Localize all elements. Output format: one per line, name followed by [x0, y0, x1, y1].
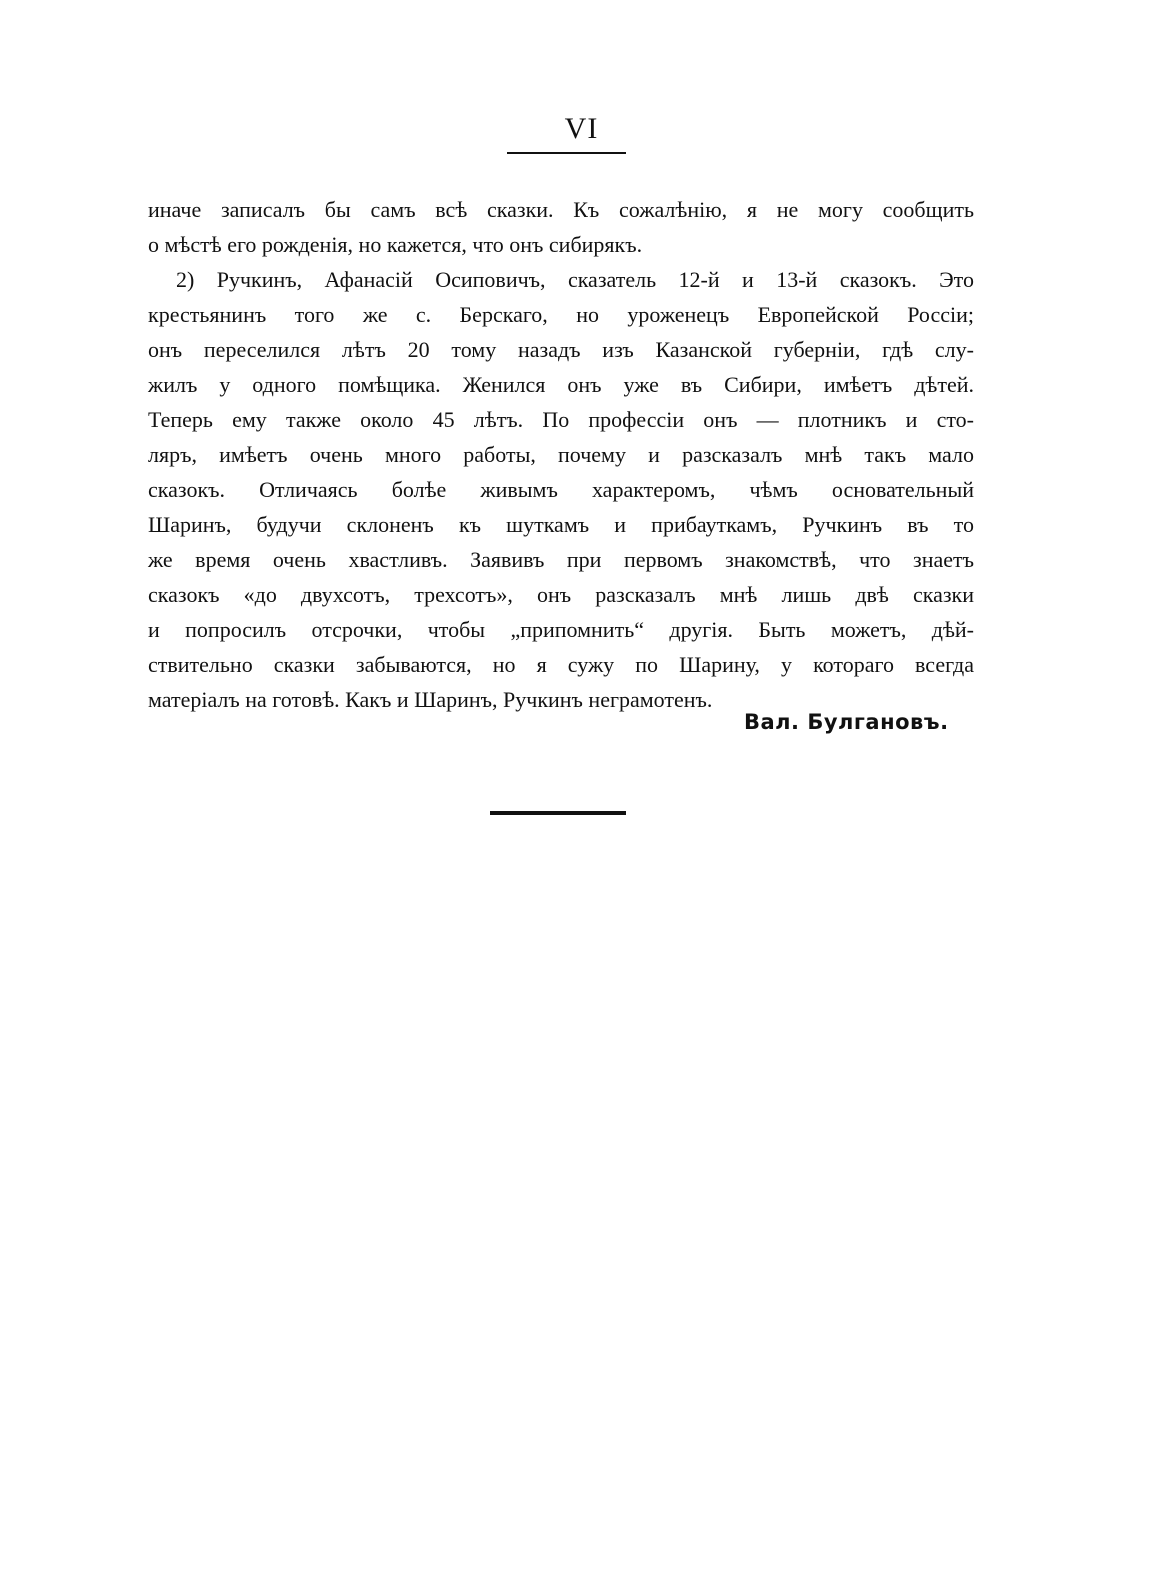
text-line: 2) Ручкинъ, Афанасій Осиповичъ, сказатель 12-й и 13-й сказокъ. Это	[176, 267, 974, 292]
text-line: сказокъ. Отличаясь болѣе живымъ характеромъ, чѣмъ основательный	[148, 477, 974, 502]
text-line: и попросилъ отсрочки, чтобы „припомнить“ другія. Быть можетъ, дѣй-	[148, 617, 974, 642]
text-line: Шаринъ, будучи склоненъ къ шуткамъ и прибауткамъ, Ручкинъ въ то	[148, 512, 974, 537]
text-line: онъ переселился лѣтъ 20 тому назадъ изъ Казанской губерніи, гдѣ слу-	[148, 337, 974, 362]
body-text	[148, 192, 974, 717]
text-line: матеріалъ на готовѣ. Какъ и Шаринъ, Ручкинъ неграмотенъ.	[148, 687, 713, 712]
text-line: жилъ у одного помѣщика. Женился онъ уже въ Сибири, имѣетъ дѣтей.	[148, 372, 974, 397]
header-rule	[507, 152, 626, 154]
text-line: крестьянинъ того же с. Берскаго, но уроженецъ Европейской Россіи;	[148, 302, 974, 327]
page-number: VI	[564, 112, 599, 145]
text-line: же время очень хвастливъ. Заявивъ при первомъ знакомствѣ, что знаетъ	[148, 547, 974, 572]
text-line: о мѣстѣ его рожденія, но кажется, что онъ сибирякъ.	[148, 232, 643, 257]
author-signature: Вал. Булгановъ.	[744, 710, 949, 734]
closing-rule	[490, 811, 626, 815]
text-line: ствительно сказки забываются, но я сужу по Шарину, у котораго всегда	[148, 652, 974, 677]
text-line: сказокъ «до двухсотъ, трехсотъ», онъ разсказалъ мнѣ лишь двѣ сказки	[148, 582, 974, 607]
text-line: ляръ, имѣетъ очень много работы, почему и разсказалъ мнѣ такъ мало	[148, 442, 974, 467]
text-line: иначе записалъ бы самъ всѣ сказки. Къ сожалѣнію, я не могу сообщить	[148, 197, 974, 222]
text-line: Теперь ему также около 45 лѣтъ. По профессіи онъ — плотникъ и сто-	[148, 407, 974, 432]
